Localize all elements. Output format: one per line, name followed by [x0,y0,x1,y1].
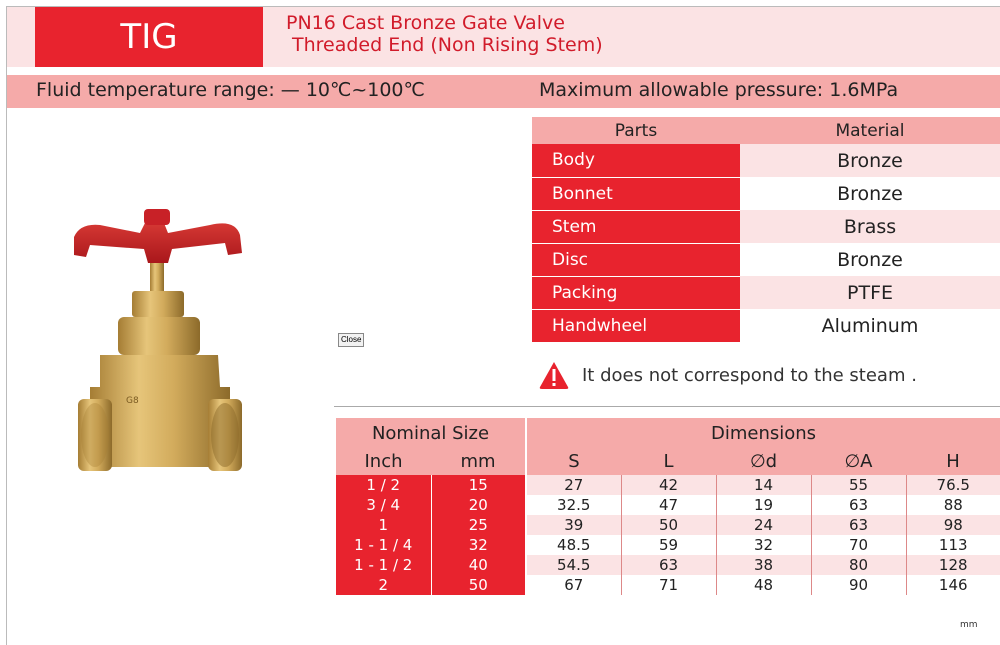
max-pressure: Maximum allowable pressure: 1.6MPa [539,79,899,101]
cell-mm: 40 [431,555,526,575]
col-d: ∅d [716,448,811,475]
steam-warning [538,360,917,390]
part-material: PTFE [740,276,1000,309]
part-name: Packing [532,276,740,309]
cell-l: 63 [621,555,716,575]
table-row [336,515,1000,535]
cell-l: 59 [621,535,716,555]
gate-valve-image [60,205,290,505]
cell-a: 63 [811,495,906,515]
close-button[interactable]: Close [338,333,364,347]
parts-header: Parts [532,117,740,144]
part-name: Handwheel [532,309,740,342]
cell-d: 24 [716,515,811,535]
cell-l: 42 [621,475,716,495]
title-line-2: Threaded End (Non Rising Stem) [292,34,603,56]
cell-mm: 20 [431,495,526,515]
cell-l: 47 [621,495,716,515]
material-row [532,144,1000,177]
cell-inch: 1 - 1 / 4 [336,535,431,555]
cell-a: 55 [811,475,906,495]
material-row [532,210,1000,243]
cell-h: 146 [906,575,1000,595]
cell-h: 88 [906,495,1000,515]
col-s: S [526,448,621,475]
part-name: Stem [532,210,740,243]
table-row [336,495,1000,515]
part-material: Bronze [740,144,1000,177]
cell-mm: 32 [431,535,526,555]
cell-a: 90 [811,575,906,595]
col-inch: Inch [336,448,431,475]
warning-text: It does not correspond to the steam . [582,364,917,386]
warning-icon [538,360,570,390]
cell-h: 128 [906,555,1000,575]
material-row [532,276,1000,309]
cell-l: 50 [621,515,716,535]
col-h: H [906,448,1000,475]
part-material: Bronze [740,177,1000,210]
cell-s: 67 [526,575,621,595]
cell-inch: 3 / 4 [336,495,431,515]
col-l: L [621,448,716,475]
cell-inch: 1 [336,515,431,535]
cell-h: 76.5 [906,475,1000,495]
part-material: Aluminum [740,309,1000,342]
unit-label: mm [960,620,978,630]
model-code: TIG [35,7,263,67]
material-row [532,309,1000,342]
col-mm: mm [431,448,526,475]
cell-h: 98 [906,515,1000,535]
table-row [336,535,1000,555]
cell-a: 70 [811,535,906,555]
material-row [532,177,1000,210]
cell-d: 32 [716,535,811,555]
dimensions-header: Dimensions [526,418,1000,448]
part-name: Bonnet [532,177,740,210]
divider [334,406,1000,407]
cell-s: 32.5 [526,495,621,515]
cell-l: 71 [621,575,716,595]
cell-s: 54.5 [526,555,621,575]
cell-inch: 1 / 2 [336,475,431,495]
material-row [532,243,1000,276]
svg-text:G8: G8 [126,396,139,406]
cell-mm: 15 [431,475,526,495]
cell-a: 80 [811,555,906,575]
col-a: ∅A [811,448,906,475]
cell-mm: 50 [431,575,526,595]
part-name: Disc [532,243,740,276]
part-name: Body [532,144,740,177]
table-row [336,555,1000,575]
part-material: Bronze [740,243,1000,276]
nominal-size-header: Nominal Size [336,418,526,448]
table-row [336,575,1000,595]
cell-d: 48 [716,575,811,595]
cell-s: 39 [526,515,621,535]
cell-d: 14 [716,475,811,495]
cell-mm: 25 [431,515,526,535]
product-title [286,12,603,56]
cell-h: 113 [906,535,1000,555]
cell-inch: 1 - 1 / 2 [336,555,431,575]
dimensions-table [336,418,1000,595]
material-header: Material [740,117,1000,144]
part-material: Brass [740,210,1000,243]
cell-a: 63 [811,515,906,535]
materials-table [532,117,1000,343]
cell-d: 38 [716,555,811,575]
temperature-range: Fluid temperature range: — 10℃~100℃ [36,79,425,101]
cell-s: 48.5 [526,535,621,555]
cell-d: 19 [716,495,811,515]
cell-s: 27 [526,475,621,495]
title-line-1: PN16 Cast Bronze Gate Valve [286,12,565,34]
cell-inch: 2 [336,575,431,595]
spec-bar [7,75,1000,108]
table-row [336,475,1000,495]
